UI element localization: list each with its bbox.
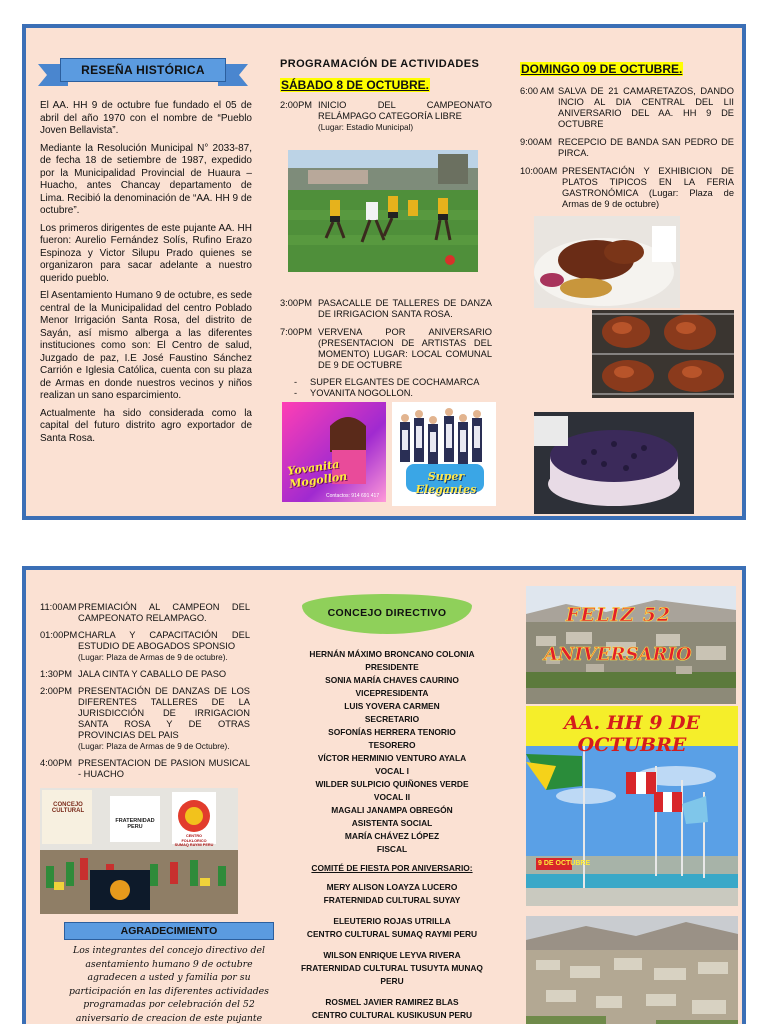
comite-org: CENTRO CULTURAL SUMAQ RAYMI PERU [306, 929, 478, 939]
event-time: 2:00PM [40, 686, 73, 696]
member-role: FISCAL [376, 844, 408, 854]
event-place: (Lugar: Plaza de Armas de 9 de Octubre). [78, 742, 230, 751]
event-text: PASACALLE DE TALLERES DE DANZA DE IRRIGACION SANTA ROSA. [318, 298, 492, 319]
cover-banner: AA. HH 9 DE OCTUBRE [563, 712, 701, 756]
event-row [520, 137, 734, 159]
brochure-outer-page [22, 24, 746, 520]
event-time: 1:30PM [40, 669, 73, 679]
logo-fraternidad: FRATERNIDAD PERU [115, 818, 155, 830]
comite-name: WILSON ENRIQUE LEYVA RIVERA [323, 950, 461, 960]
event-time: 11:00AM [40, 602, 77, 612]
historia-paragraph: Mediante la Resolución Municipal N° 2033-87, de fecha 18 de setiembre de 1987, expedido por la Municipalidad Provincial de Huaura – Huacho, antes Chancay departamento de Lima. Recibió la denominación de “AA. HH 9 de octubre”. [40, 142, 252, 216]
dance-collage [40, 788, 238, 914]
comite-name: ELEUTERIO ROJAS UTRILLA [333, 916, 451, 926]
event-text: INICIO DEL CAMPEONATO RELÁMPAGO CATEGORÍA LIBRE [318, 100, 492, 121]
member-name: HERNÁN MÁXIMO BRONCANO COLONIA [309, 649, 475, 659]
event-row [520, 166, 734, 210]
event-text: JALA CINTA Y CABALLO DE PASO [78, 669, 227, 679]
cover-aniversario: ANIVERSARIO [544, 644, 692, 665]
event-row [40, 602, 250, 624]
event-text: CHARLA Y CAPACITACIÓN DEL ESTUDIO DE ABOGADOS SPONSIO [78, 630, 250, 651]
event-row [40, 686, 250, 752]
member-role: PRESIDENTE [365, 662, 419, 672]
event-row [280, 327, 492, 371]
member-name: VÍCTOR HERMINIO VENTURO AYALA [317, 753, 467, 763]
event-row [40, 669, 250, 680]
event-time: 6:00 AM [520, 86, 555, 96]
member-name: MAGALI JANAMPA OBREGÓN [331, 805, 453, 815]
poster-title: Super Elegantes [415, 470, 477, 496]
artist-list: - SUPER ELGANTES DE COCHAMARCA - YOVANITA NOGOLLON. [294, 377, 480, 398]
event-place: (Lugar: Estadio Municipal) [318, 123, 414, 132]
logo-concejo-cultural: CONCEJO CULTURAL [51, 802, 85, 814]
football-photo [288, 150, 478, 272]
event-time: 2:00PM [280, 100, 313, 110]
comite-title: COMITÉ DE FIESTA POR ANIVERSARIO: [311, 863, 473, 873]
programacion-evening [280, 298, 492, 399]
programacion-title: PROGRAMACIÓN DE ACTIVIDADES [280, 58, 480, 70]
event-row [40, 758, 250, 780]
comite-name: ROSMEL JAVIER RAMIREZ BLAS [325, 997, 459, 1007]
saturday-heading: SÁBADO 8 DE OCTUBRE. [281, 78, 430, 92]
brochure-inner-page [22, 566, 746, 1024]
domingo-column [520, 60, 734, 210]
historia-text [40, 100, 252, 445]
comite-name: MERY ALISON LOAYZA LUCERO [326, 882, 458, 892]
concejo-list [292, 648, 492, 1022]
artist-poster-elegantes [392, 402, 496, 506]
cover-aerial-photo [526, 586, 736, 704]
historia-paragraph: Los primeros dirigentes de este pujante AA. HH fueron: Aurelio Fernández Solís, Rufino Erazo Espinoza y Victor Silupu Prado quienes se organizaron para sacar adelante a nuestro querido pueblo. [40, 222, 252, 284]
event-time: 7:00PM [280, 327, 313, 337]
member-role: VICEPRESIDENTA [355, 688, 429, 698]
member-role: VOCAL I [375, 766, 409, 776]
programacion-column [280, 58, 492, 133]
event-time: 10:00AM [520, 166, 558, 176]
historia-paragraph: Actualmente ha sido considerada como la capital del futuro distrito agro exportador de Santa Rosa. [40, 407, 252, 444]
member-role: TESORERO [368, 740, 416, 750]
event-time: 01:00PM [40, 630, 78, 640]
artist-item: YOVANITA NOGOLLON. [310, 388, 413, 398]
poster-title: Yovanita Mogollon [286, 457, 348, 491]
historia-ribbon [38, 58, 248, 88]
food-photo-cheesecake [534, 412, 694, 514]
comite-org: FRATERNIDAD CULTURAL TUSUYTA MUNAQ PERU [301, 963, 483, 986]
member-name: LUIS YOVERA CARMEN [344, 701, 440, 711]
event-row [280, 100, 492, 133]
cover-feliz: FELIZ 52 [566, 604, 672, 626]
agradecimiento-text: Los integrantes del concejo directivo del asentamiento humano 9 de octubre agradecen a usted y familia por su participación en las diferentes actividades programadas por celebración del 52 aniversario de creacion de este pujante [69, 945, 269, 1024]
concejo-title: CONCEJO DIRECTIVO [302, 594, 472, 634]
historia-title: RESEÑA HISTÓRICA [60, 58, 226, 82]
member-name: WILDER SULPICIO QUIÑONES VERDE [315, 779, 469, 789]
historia-paragraph: El Asentamiento Humano 9 de octubre, es sede central de la Municipalidad del centro Poblado Menor Irrigación Santa Rosa, del distrito de Sayán, así mismo alberga a las diferentes instituciones como son: El Centro de salud, Juzgado de paz, I.E José Faustino Sánchez Carrión e Iglesia Católica, cuenta con su plaza de Armas en donde nuestros vecinos y niños realizan un sano esparcimiento. [40, 290, 252, 401]
event-text: VERVENA POR ANIVERSARIO (PRESENTACION DE ARTISTAS DEL MOMENTO) LUGAR: LOCAL COMUNAL DE 9 DE OCTUBRE [318, 327, 492, 370]
food-photo-cuy [534, 216, 680, 308]
event-text: PRESENTACIÓN Y EXHIBICION DE PLATOS TIPICOS EN LA FERIA GASTRONÓMICA (Lugar: Plaza de Armas de 9 de octubre) [562, 166, 734, 209]
member-name: SONIA MARÍA CHAVES CAURINO [325, 675, 459, 685]
comite-org: CENTRO CULTURAL KUSIKUSUN PERU [311, 1010, 473, 1020]
artist-poster-yovanita [282, 402, 386, 502]
event-time: 4:00PM [40, 758, 73, 768]
historia-paragraph: El AA. HH 9 de octubre fue fundado el 05 de abril del año 1970 con el nombre de “Pueblo Joven Bellavista”. [40, 100, 252, 136]
logo-sumaq: CENTRO FOLKLORICO SUMAQ RAYMI PERU [174, 834, 214, 847]
member-name: MARÍA CHÁVEZ LÓPEZ [344, 831, 440, 841]
comite-org: FRATERNIDAD CULTURAL SUYAY [323, 895, 461, 905]
event-row [280, 298, 492, 320]
member-role: VOCAL II [373, 792, 411, 802]
cover-town-photo [526, 916, 738, 1024]
sunday-heading: DOMINGO 09 DE OCTUBRE. [521, 62, 683, 76]
event-text: PRESENTACION DE PASION MUSICAL - HUACHO [78, 758, 250, 779]
event-time: 9:00AM [520, 137, 553, 147]
event-row [40, 630, 250, 663]
event-time: 3:00PM [280, 298, 313, 308]
event-place: (Lugar: Plaza de Armas de 9 de octubre). [78, 653, 228, 662]
event-text: SALVA DE 21 CAMARETAZOS, DANDO INCIO AL DIA CENTRAL DEL LII ANIVERSARIO DEL AA. HH 9 DE OCTUBRE [558, 86, 734, 129]
cover-sign: 9 DE OCTUBRE [538, 860, 591, 867]
member-role: SECRETARIO [364, 714, 420, 724]
agradecimiento-title: AGRADECIMIENTO [64, 922, 274, 940]
event-text: PRESENTACIÓN DE DANZAS DE LOS DIFERENTES TALLERES DE LA JURISDICCIÓN DE IRRIGACION SANTA ROSA Y DE OTRAS PROVINCIAS DEL PAIS [78, 686, 250, 740]
schedule-continued [40, 602, 250, 780]
cover-flags-photo [526, 706, 738, 906]
artist-item: SUPER ELGANTES DE COCHAMARCA [310, 377, 480, 387]
poster-phone: Contactos: 914 691 417 [326, 493, 380, 499]
member-name: SOFONÍAS HERRERA TENORIO [328, 727, 456, 737]
food-photo-grill [592, 310, 734, 398]
member-role: ASISTENTA SOCIAL [351, 818, 433, 828]
event-row [520, 86, 734, 130]
event-text: PREMIACIÓN AL CAMPEON DEL CAMPEONATO RELAMPAGO. [78, 602, 250, 623]
event-text: RECEPCIO DE BANDA SAN PEDRO DE PIRCA. [558, 137, 734, 158]
